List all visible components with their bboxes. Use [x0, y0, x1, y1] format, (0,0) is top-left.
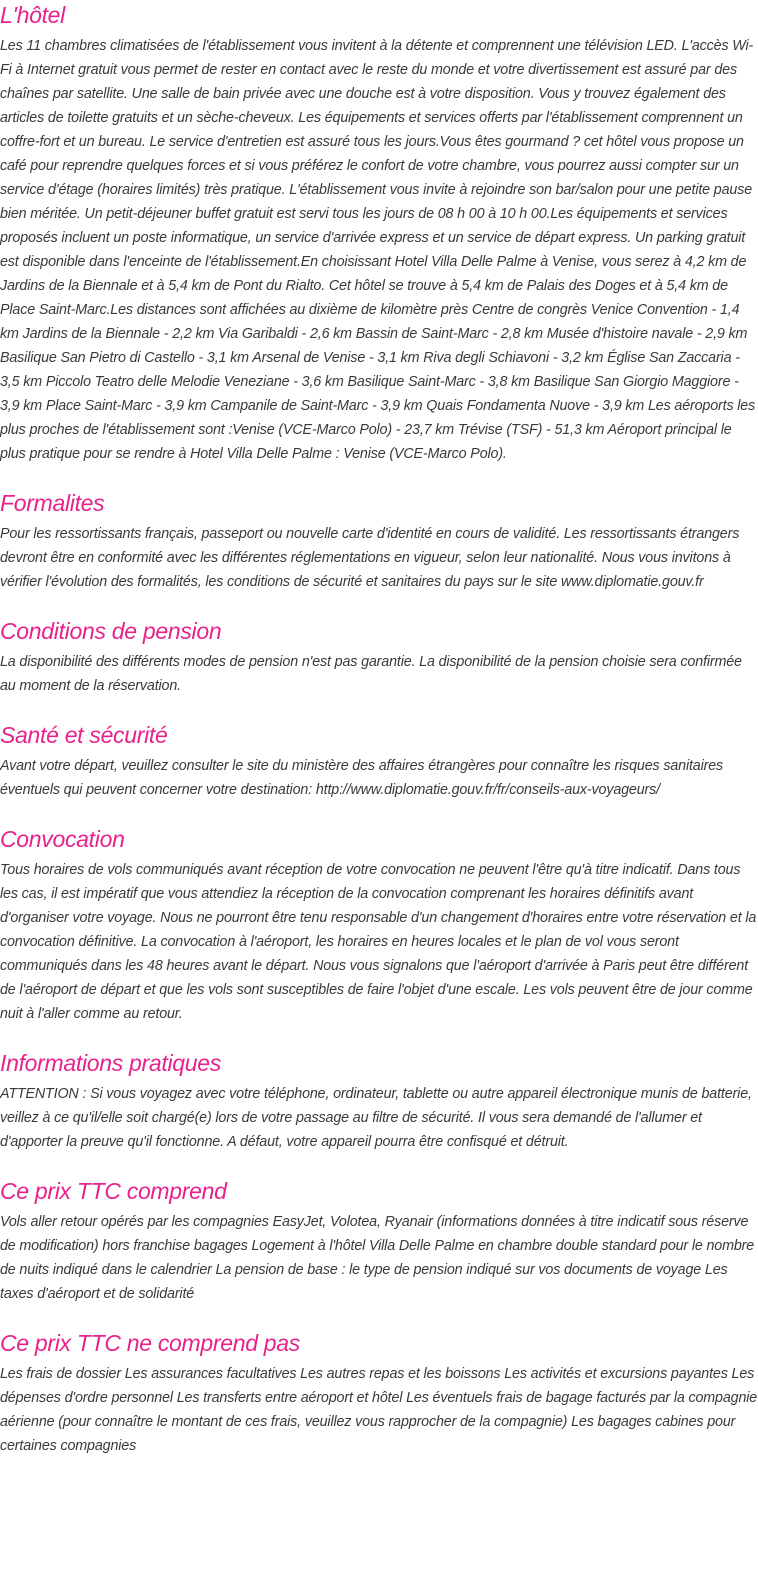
section-body-prix-ne-comprend-pas: Les frais de dossier Les assurances facultatives Les autres repas et les boissons Les activités et excursions payantes Les dépenses d'ordre personnel Les transferts entre aéroport et hôtel Les éventuels frais de bagage facturés par la compagnie aérienne (pour connaître le montant de ces frais, veuillez vous rapprocher de la compagnie) Les bagages cabines pour certaines compagnies [0, 1366, 758, 1454]
section-title-sante-securite: Santé et sécurité [0, 722, 168, 748]
section-body-prix-comprend: Vols aller retour opérés par les compagnies EasyJet, Volotea, Ryanair (informations données à titre indicatif sous réserve de modification) hors franchise bagages Logement à l'hôtel Villa Delle Palme en chambre double standard pour le nombre de nuits indiqué dans le calendrier La pension de base : le type de pension indiqué sur vos documents de voyage Les taxes d'aéroport et de solidarité [0, 1214, 755, 1302]
section-body-hotel: Les 11 chambres climatisées de l'établissement vous invitent à la détente et comprennent une télévision LED. L'accès Wi-Fi à Internet gratuit vous permet de rester en contact avec le reste du monde et votre divertissement est assuré par des chaînes par satellite. Une salle de bain privée avec une douche est à votre disposition. Vous y trouvez également des articles de toilette gratuits et un sèche-cheveux. Les équipements et services offerts par l'établissement comprennent un coffre-fort et un bureau. Le service d'entretien est assuré tous les jours.Vous êtes gourmand ? cet hôtel vous propose un café pour reprendre quelques forces et si vous préférez le confort de votre chambre, vous pourrez aussi compter sur un service d'étage (horaires limités) très pratique. L'établissement vous invite à rejoindre son bar/salon pour une petite pause bien méritée. Un petit-déjeuner buffet gratuit est servi tous les jours de 08 h 00 à 10 h 00.Les équipements et services proposés incluent un poste informatique, un service d'arrivée express et un service de départ express. Un parking gratuit est disponible dans l'enceinte de l'établissement.En choisissant Hotel Villa Delle Palme à Venise, vous serez à 4,2 km de Jardins de la Biennale et à 5,4 km de Pont du Rialto. Cet hôtel se trouve à 5,4 km de Palais des Doges et à 5,4 km de Place Saint-Marc.Les distances sont affichées au dixième de kilomètre près Centre de congrès Venice Convention - 1,4 km Jardins de la Biennale - 2,2 km Via Garibaldi - 2,6 km Bassin de Saint-Marc - 2,8 km Musée d'histoire navale - 2,9 km Basilique San Pietro di Castello - 3,1 km Arsenal de Venise - 3,1 km Riva degli Schiavoni - 3,2 km Église San Zaccaria - 3,5 km Piccolo Teatro delle Melodie Veneziane - 3,6 km Basilique Saint-Marc - 3,8 km Basilique San Giorgio Maggiore - 3,9 km Place Saint-Marc - 3,9 km Campanile de Saint-Marc - 3,9 km Quais Fondamenta Nuove - 3,9 km Les aéroports les plus proches de l'établissement sont :Venise (VCE-Marco Polo) - 23,7 km Trévise (TSF) - 51,3 km Aéroport principal le plus pratique pour se rendre à Hotel Villa Delle Palme : Venise (VCE-Marco Polo). [0, 38, 756, 462]
section-prix-comprend [0, 1176, 758, 1306]
section-body-informations-pratiques: ATTENTION : Si vous voyagez avec votre téléphone, ordinateur, tablette ou autre appareil électronique munis de batterie, veillez à ce qu'il/elle soit chargé(e) lors de votre passage au filtre de sécurité. Il vous sera demandé de l'allumer et d'apporter la preuve qu'il fonctionne. A défaut, votre appareil pourra être confisqué et détruit. [0, 1086, 752, 1150]
section-title-formalites: Formalites [0, 490, 105, 516]
section-body-formalites: Pour les ressortissants français, passeport ou nouvelle carte d'identité en cours de validité. Les ressortissants étrangers devront être en conformité avec les différentes réglementations en vigueur, selon leur nationalité. Nous vous invitons à vérifier l'évolution des formalités, les conditions de sécurité et sanitaires du pays sur le site www.diplomatie.gouv.fr [0, 526, 740, 590]
section-title-hotel: L'hôtel [0, 2, 65, 28]
section-informations-pratiques [0, 1048, 758, 1154]
section-formalites [0, 488, 758, 594]
section-title-informations-pratiques: Informations pratiques [0, 1050, 221, 1076]
section-title-conditions-pension: Conditions de pension [0, 618, 222, 644]
section-body-convocation: Tous horaires de vols communiqués avant réception de votre convocation ne peuvent l'être qu'à titre indicatif. Dans tous les cas, il est impératif que vous attendiez la réception de la convocation comprenant les horaires définitifs avant d'organiser votre voyage. Nous ne pourront être tenu responsable d'un changement d'horaires entre votre réservation et la convocation définitive. La convocation à l'aéroport, les horaires en heures locales et le plan de vol vous seront communiqués dans les 48 heures avant le départ. Nous vous signalons que l'aéroport d'arrivée à Paris peut être différent de l'aéroport de départ et que les vols sont susceptibles de faire l'objet d'une escale. Les vols peuvent être de jour comme nuit à l'aller comme au retour. [0, 862, 757, 1022]
section-title-prix-ne-comprend-pas: Ce prix TTC ne comprend pas [0, 1330, 300, 1356]
section-title-convocation: Convocation [0, 826, 125, 852]
section-sante-securite [0, 720, 758, 802]
section-prix-ne-comprend-pas [0, 1328, 758, 1458]
section-body-conditions-pension: La disponibilité des différents modes de pension n'est pas garantie. La disponibilité de la pension choisie sera confirmée au moment de la réservation. [0, 654, 742, 694]
section-body-sante-securite: Avant votre départ, veuillez consulter le site du ministère des affaires étrangères pour connaître les risques sanitaires éventuels qui peuvent concerner votre destination: http://www.diplomatie.gouv.fr/fr/conseils-aux-voyageurs/ [0, 758, 724, 798]
section-conditions-pension [0, 616, 758, 698]
section-title-prix-comprend: Ce prix TTC comprend [0, 1178, 227, 1204]
section-convocation [0, 824, 758, 1026]
section-hotel [0, 0, 758, 466]
